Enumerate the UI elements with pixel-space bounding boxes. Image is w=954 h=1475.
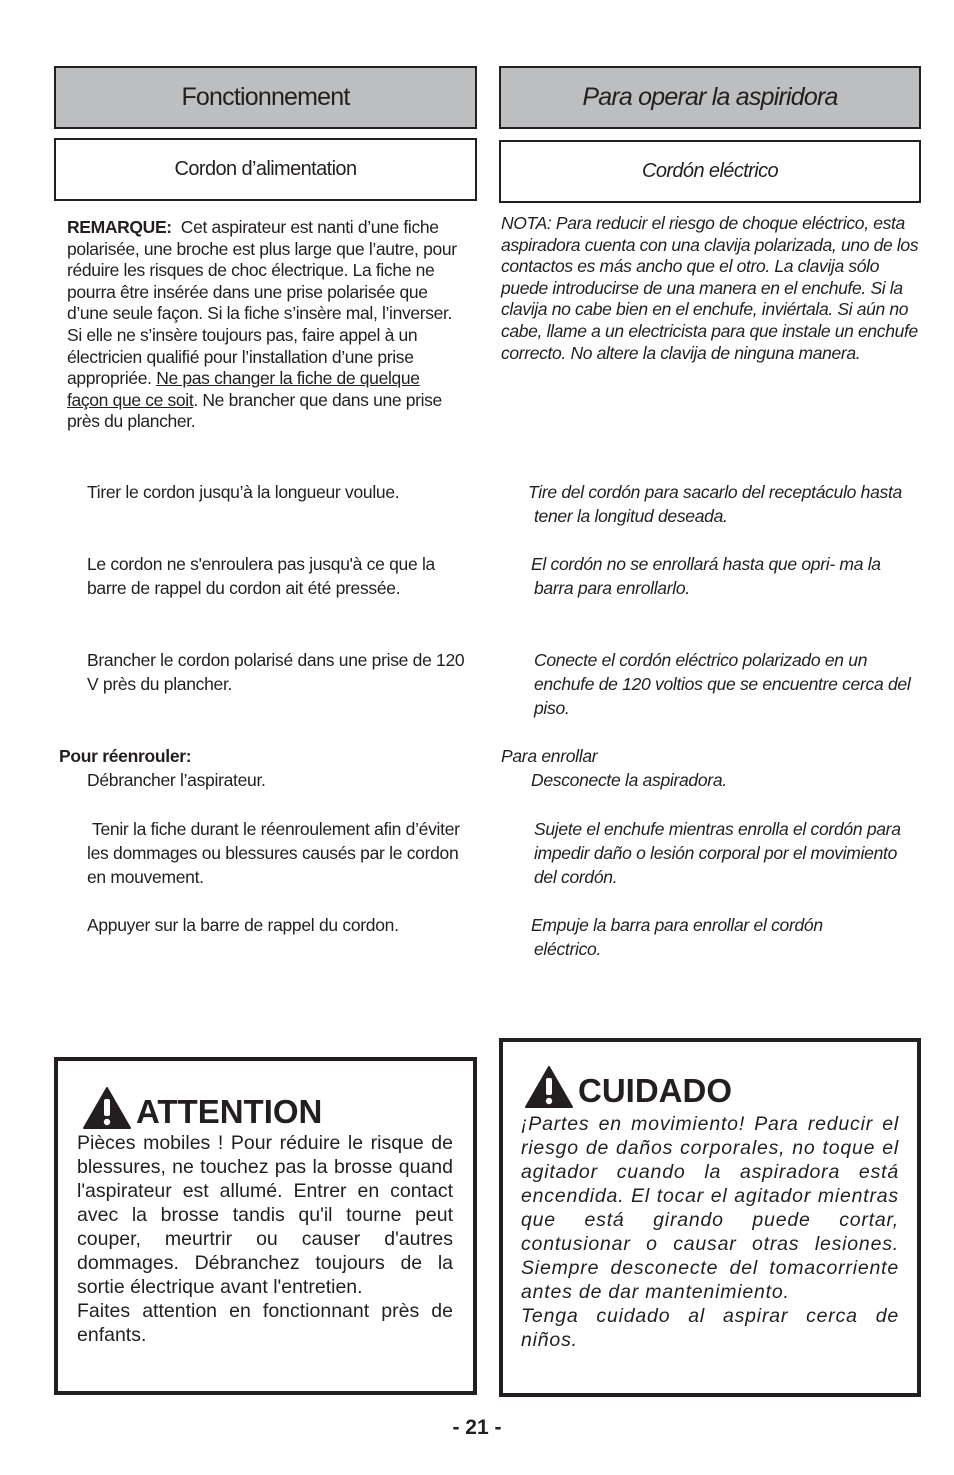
left-note — [67, 217, 465, 433]
left-note-text-end: . Ne brancher que dans une prise près du plancher. — [67, 389, 442, 432]
left-step-3: Brancher le cordon polarisé dans une prise de 120 V près du plancher. — [87, 650, 465, 694]
left-rewind-2: Tenir la fiche durant le réenroulement afin d’éviter les dommages ou blessures causés par le cordon en mouvement. — [87, 819, 460, 887]
right-subsection-header — [499, 140, 921, 203]
left-warning-title: ATTENTION — [136, 1093, 323, 1130]
right-warning-text — [521, 1112, 899, 1352]
left-subsection-header — [54, 138, 477, 201]
left-section-title: Fonctionnement — [181, 83, 350, 111]
warning-triangle-icon — [524, 1065, 578, 1117]
right-section-title: Para operar la aspiridora — [582, 83, 838, 111]
right-step-1: Tire del cordón para sacarlo del receptáculo hasta tener la longitud deseada. — [528, 482, 902, 526]
page-number: - 21 - — [452, 1416, 502, 1439]
left-warning-body: Pièces mobiles ! Pour réduire le risque de blessures, ne touchez pas la brosse quand l'aspirateur est allumé. Entrer en contact avec la brosse tandis qu'il tourne peut couper, meurtrir ou causer d'autres dommages. Débranchez toujours de la sortie électrique avant l'entretien. — [77, 1132, 453, 1298]
right-warning-body-2: Tenga cuidado al aspirar cerca de niños. — [521, 1305, 899, 1351]
right-section-header — [499, 66, 921, 129]
left-rewind-1: Débrancher l’aspirateur. — [87, 770, 266, 790]
right-step-2: El cordón no se enrollará hasta que opri- ma la barra para enrollarlo. — [531, 554, 881, 598]
left-step-2: Le cordon ne s'enroulera pas jusqu'à ce que la barre de rappel du cordon ait été pressée. — [87, 554, 435, 598]
right-warning-heading — [524, 1065, 732, 1117]
right-step-3: Conecte el cordón eléctrico polarizado en un enchufe de 120 voltios que se encuentre cerca del piso. — [534, 650, 911, 718]
left-warning-text — [77, 1131, 453, 1347]
left-subsection-title: Cordon d’alimentation — [174, 158, 357, 180]
left-note-label: REMARQUE: — [67, 217, 172, 237]
right-subsection-title: Cordón eléctrico — [641, 160, 779, 182]
left-note-underlined: Ne pas changer la fiche de quelque façon que ce soit — [67, 368, 420, 410]
right-warning-body: ¡Partes en movimiento! Para reducir el riesgo de daños corporales, no toque el agitador cuando la aspiradora está encendida. El tocar el agitador mientras que está girando puede cortar, contusionar o causar otras lesiones. Siempre desconecte del tomacorriente antes de dar mantenimiento. — [521, 1113, 899, 1303]
left-rewind-label: Pour réenrouler: — [59, 746, 192, 766]
right-note: NOTA: Para reducir el riesgo de choque eléctrico, esta aspiradora cuenta con una clavija polarizada, uno de los contactos es más ancho que el otro. La clavija sólo puede introducirse de una manera en el enchufe. Si la clavija no cabe bien en el enchufe, inviértala. Si aún no cabe, llame a un electricista para que instale un enchufe correcto. No altere la clavija de ninguna manera. — [501, 213, 919, 363]
left-step-1: Tirer le cordon jusqu’à la longueur voulue. — [87, 482, 400, 502]
left-warning-body-2: Faites attention en fonctionnant près de enfants. — [77, 1300, 453, 1346]
left-note-text: Cet aspirateur est nanti d’une fiche polarisée, une broche est plus large que l’autre, pour réduire les risques de choc électrique. La fiche ne pourra être insérée dans une prise polarisée que d’une seule façon. Si la fiche s’insère mal, l’inverser. Si elle ne s’insère toujours pas, faire appel à un électricien qualifié pour l’installation d’une prise appropriée. — [67, 217, 457, 389]
right-rewind-label: Para enrollar — [501, 746, 598, 766]
left-section-header — [54, 66, 477, 129]
left-rewind-3: Appuyer sur la barre de rappel du cordon. — [87, 915, 399, 935]
left-warning-box — [54, 1057, 477, 1395]
right-rewind-3: Empuje la barra para enrollar el cordón eléctrico. — [531, 915, 823, 959]
right-rewind-1: Desconecte la aspiradora. — [531, 770, 727, 790]
right-rewind-2: Sujete el enchufe mientras enrolla el cordón para impedir daño o lesión corporal por el movimiento del cordón. — [534, 819, 901, 887]
right-warning-box — [499, 1038, 921, 1397]
right-warning-title: CUIDADO — [578, 1072, 732, 1109]
